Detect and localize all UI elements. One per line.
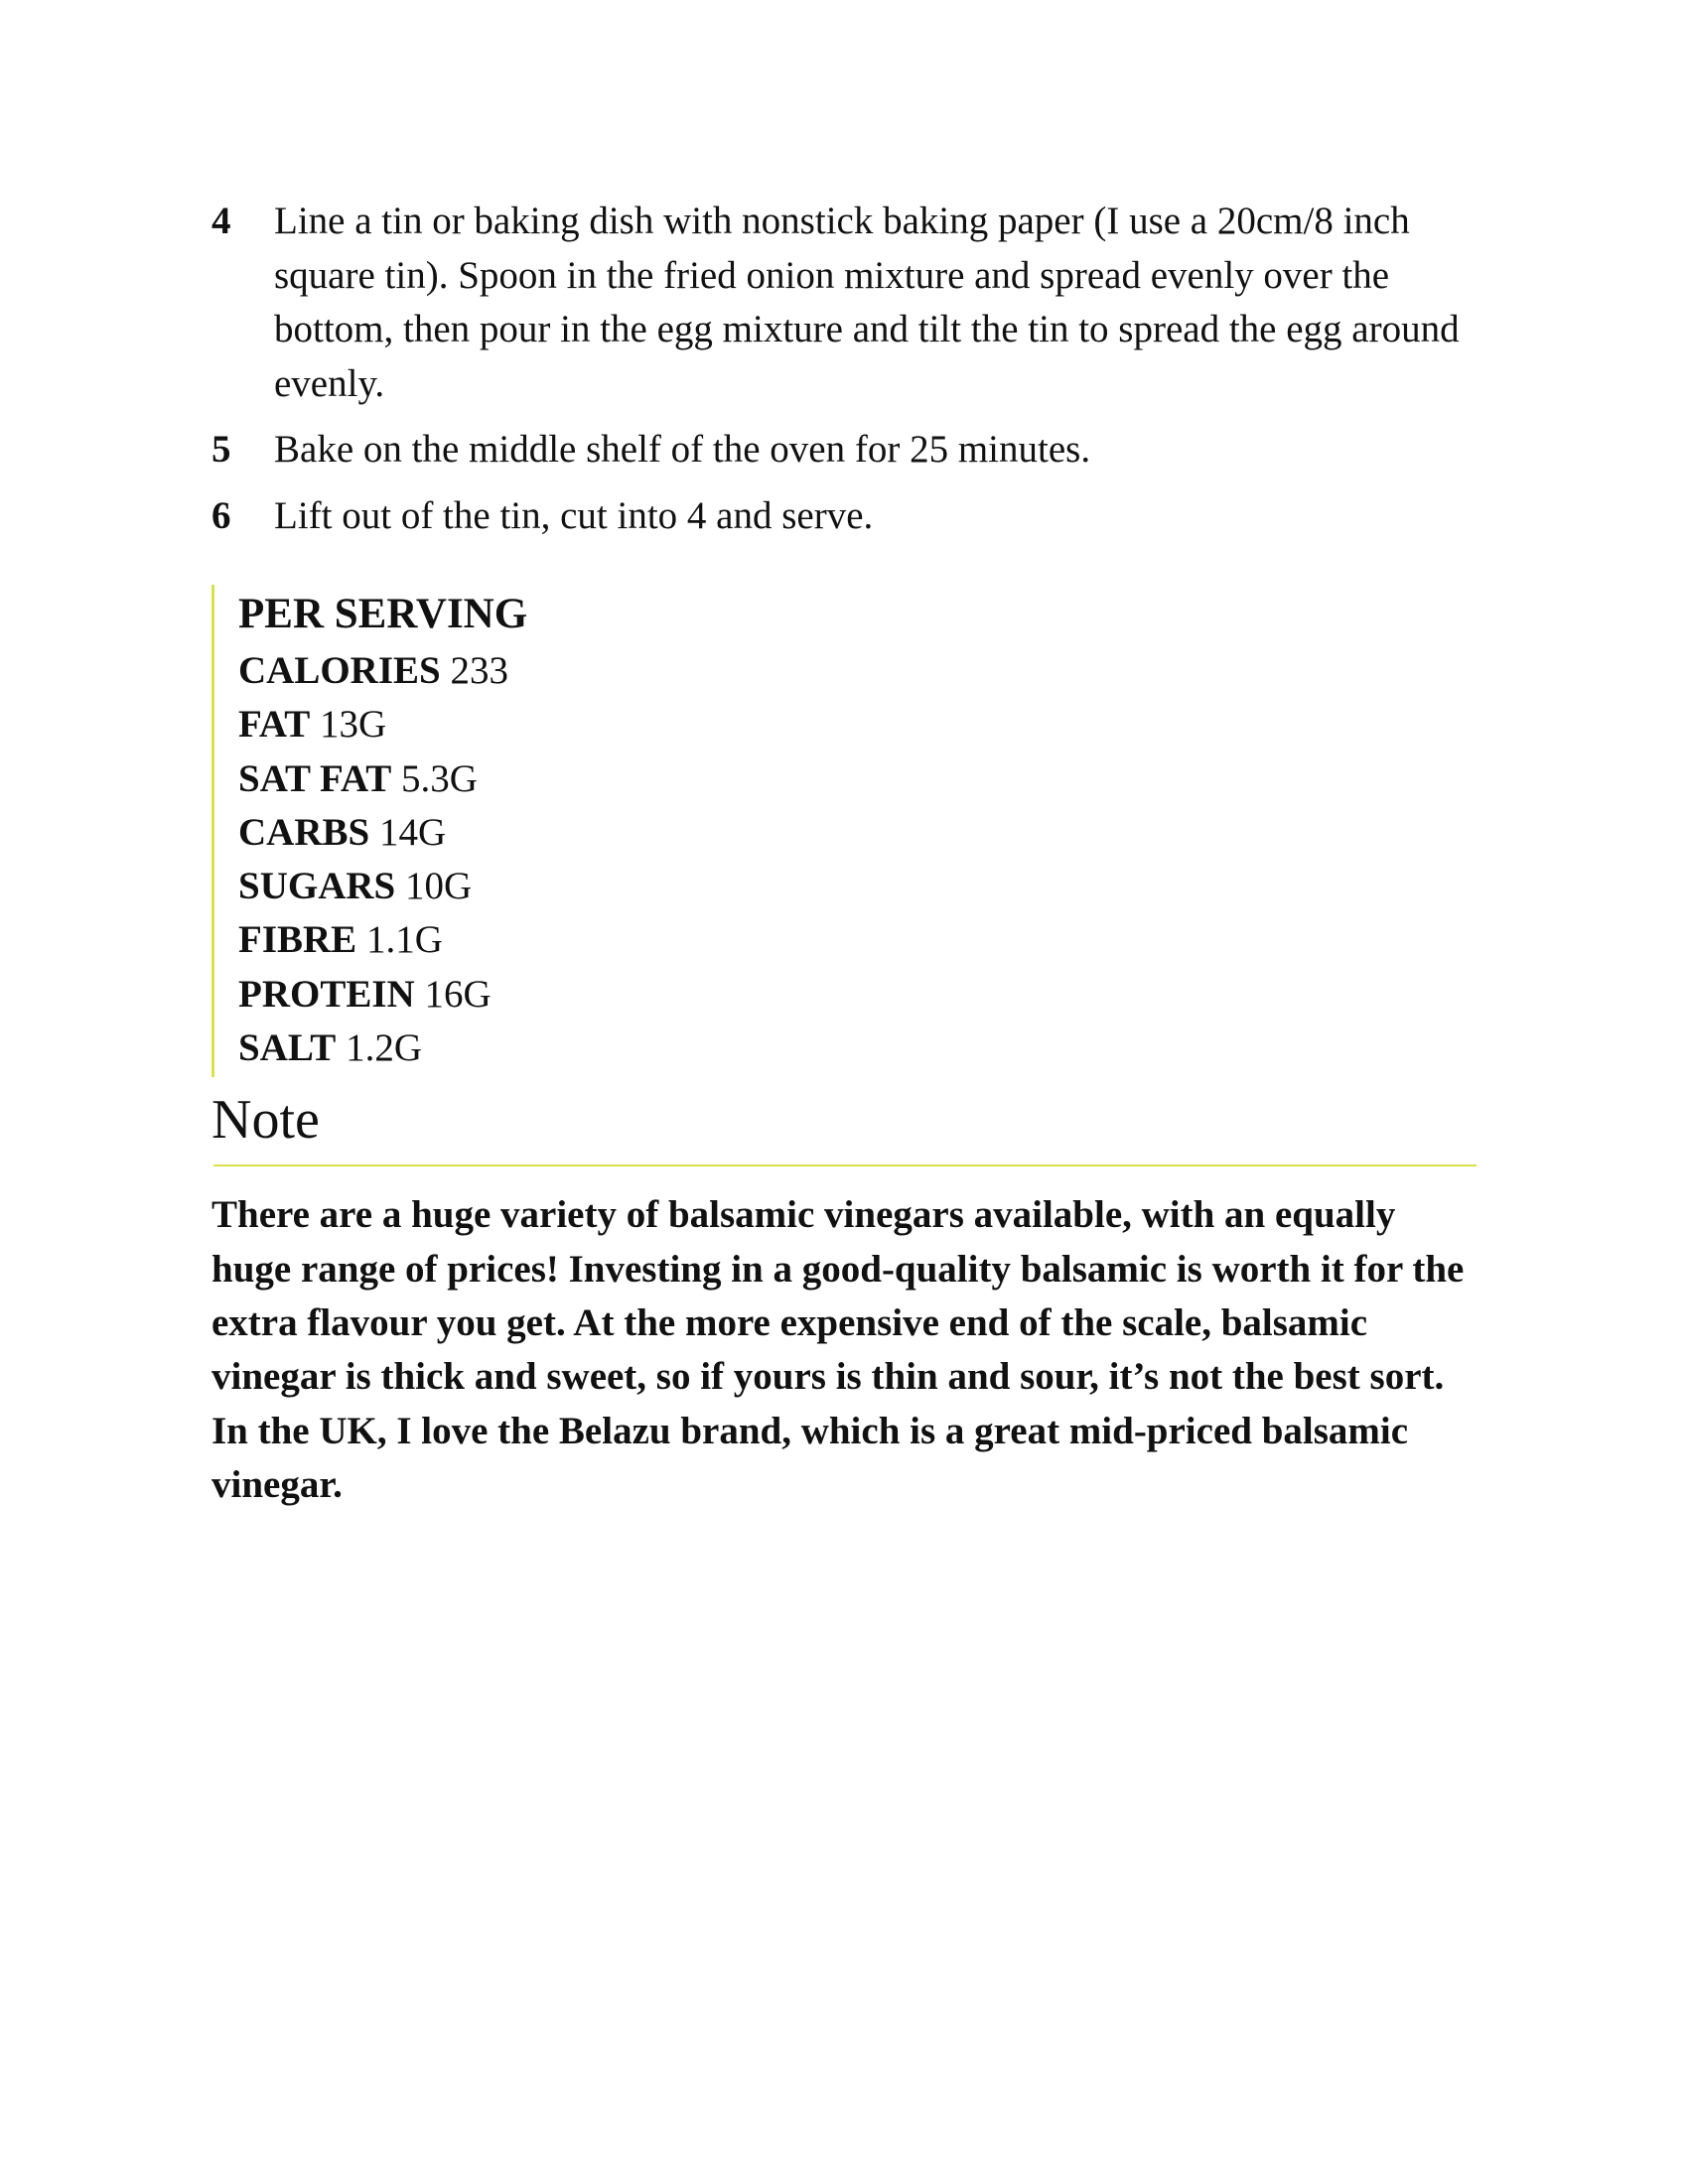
nutrition-row-salt xyxy=(238,1022,933,1075)
nutrition-row-fat xyxy=(238,698,933,751)
nutrition-label: FAT xyxy=(238,703,311,747)
method-step xyxy=(211,423,1477,478)
nutrition-label: PROTEIN xyxy=(238,972,415,1016)
note-text: There are a huge variety of balsamic vinegars available, with an equally huge range of prices! Investing in a good-quality balsamic is worth it for the extra flavour you get. At the more expensive end of the scale, balsamic vinegar is thick and sweet, so if yours is thin and sour, it’s not the best sort. In the UK, I love the Belazu brand, which is a great mid-priced balsamic vinegar. xyxy=(211,1193,1465,1506)
step-number: 4 xyxy=(211,200,231,242)
nutrition-value: 5.3G xyxy=(400,756,478,800)
step-text: Bake on the middle shelf of the oven for 25 minutes. xyxy=(274,428,1091,471)
nutrition-row-carbs xyxy=(238,806,933,860)
recipe-page xyxy=(211,195,1477,1512)
nutrition-row-calories xyxy=(238,644,933,698)
step-text: Lift out of the tin, cut into 4 and serve. xyxy=(274,493,874,537)
method-step xyxy=(211,489,1477,544)
nutrition-value: 1.1G xyxy=(365,918,443,962)
nutrition-value: 13G xyxy=(319,703,387,747)
nutrition-row-sat-fat xyxy=(238,752,933,806)
nutrition-value: 1.2G xyxy=(346,1026,422,1070)
nutrition-label: CALORIES xyxy=(238,649,441,692)
note-divider xyxy=(213,1164,1477,1166)
nutrition-label: SALT xyxy=(238,1026,337,1070)
step-number: 5 xyxy=(211,428,231,471)
nutrition-value: 14G xyxy=(378,810,447,854)
step-number: 6 xyxy=(211,493,231,537)
nutrition-panel xyxy=(211,585,933,1077)
nutrition-title: PER SERVING xyxy=(238,591,528,637)
nutrition-row-fibre xyxy=(238,913,933,967)
method-step xyxy=(211,195,1477,411)
nutrition-row-protein xyxy=(238,968,933,1022)
nutrition-label: SAT FAT xyxy=(238,756,392,800)
nutrition-label: SUGARS xyxy=(238,865,396,908)
method-steps xyxy=(211,195,1477,543)
note-heading: Note xyxy=(211,1089,320,1152)
step-text: Line a tin or baking dish with nonstick baking paper (I use a 20cm/8 inch square tin). Spoon in the fried onion mixture and spread evenly over the bottom, then pour in the egg mixture and tilt the tin to spread the egg around evenly. xyxy=(274,200,1460,405)
nutrition-value: 10G xyxy=(404,865,473,908)
nutrition-label: CARBS xyxy=(238,810,370,854)
nutrition-value: 16G xyxy=(424,972,492,1016)
nutrition-label: FIBRE xyxy=(238,918,357,962)
nutrition-row-sugars xyxy=(238,860,933,913)
nutrition-value: 233 xyxy=(450,649,508,692)
